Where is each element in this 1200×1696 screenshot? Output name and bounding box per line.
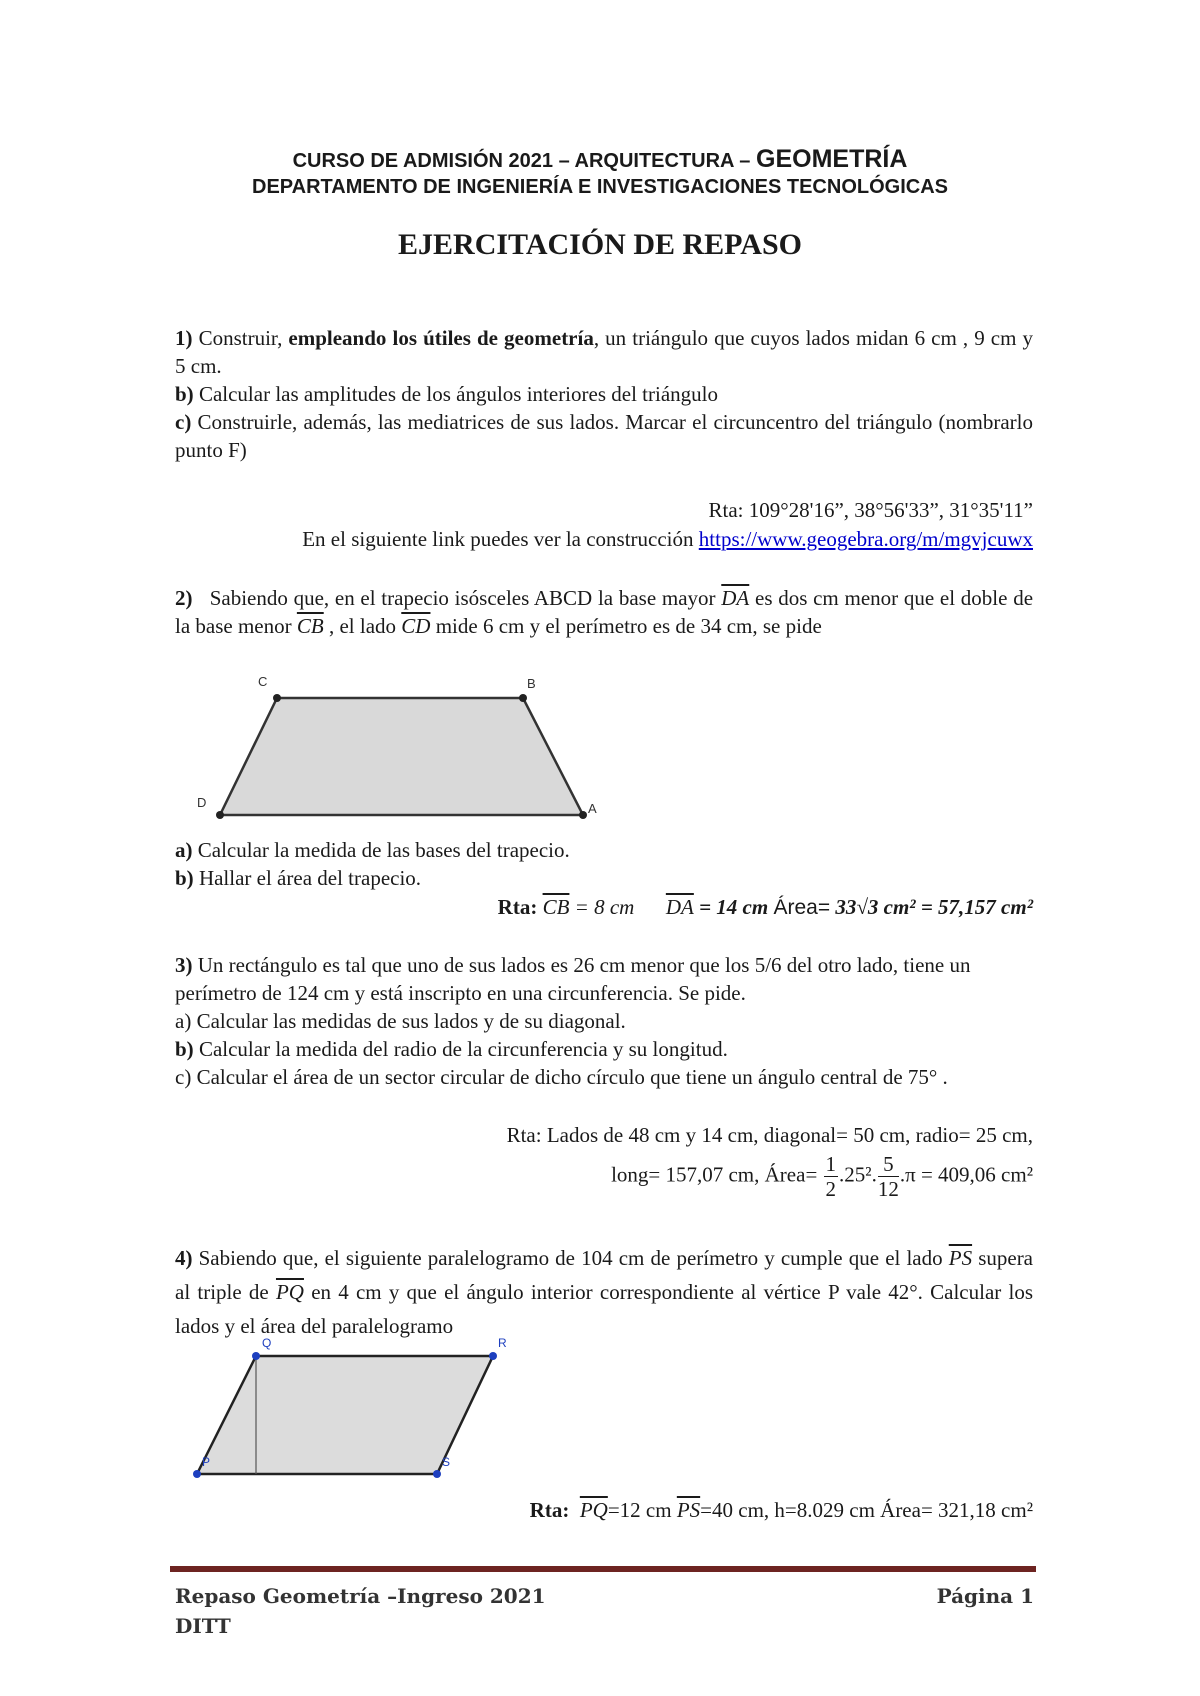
label-a: A	[588, 801, 597, 816]
exercise-1	[175, 324, 1033, 464]
label-s: S	[442, 1455, 451, 1469]
vertex-q	[252, 1352, 260, 1360]
ex3-number: 3)	[175, 953, 193, 977]
ex3-b-text: Calcular la medida del radio de la circunferencia y su longitud.	[193, 1037, 728, 1061]
ex3-answer-2	[175, 1152, 1033, 1201]
answer-ps-value: =40 cm, h=8.029 cm Área= 321,18 cm²	[700, 1498, 1033, 1522]
frac1-den: 2	[825, 1177, 837, 1201]
ex2-a-label: a)	[175, 838, 193, 862]
ex1-c-text: Construirle, además, las mediatrices de sus lados. Marcar el circuncentro del triángulo (nombrarlo punto F)	[175, 410, 1033, 462]
ex2-t3: , el lado	[323, 614, 402, 638]
ex1-answer: Rta: 109°28'16”, 38°56'33”, 31°35'11”	[708, 498, 1033, 522]
ex3-answer-1: Rta: Lados de 48 cm y 14 cm, diagonal= 50 cm, radio= 25 cm,	[506, 1123, 1033, 1147]
parallelogram-figure	[180, 1338, 520, 1478]
ex3-a: a) Calcular las medidas de sus lados y de su diagonal.	[175, 1009, 626, 1033]
ex1-link-line	[175, 525, 1033, 553]
ex3-text: Un rectángulo es tal que uno de sus lados es 26 cm menor que los 5/6 del otro lado, tiene un perímetro de 124 cm y está inscripto en una circunferencia. Se pide.	[175, 953, 971, 1005]
ex1-b-label: b)	[175, 382, 194, 406]
answer-cb-value: = 8 cm	[574, 895, 635, 919]
answer-segment-pq: $\overline{PQ}$	[579, 1498, 608, 1522]
answer-segment-cb: $\overline{CB}$	[542, 895, 570, 919]
ex3-b-label: b)	[175, 1037, 194, 1061]
footer-page-number: Página 1	[936, 1584, 1034, 1608]
course-header-prefix: CURSO DE ADMISIÓN 2021 – ARQUITECTURA –	[292, 150, 756, 172]
segment-da: $\overline{DA}$	[721, 586, 750, 610]
vertex-r	[489, 1352, 497, 1360]
ex1-c-label: c)	[175, 410, 192, 434]
segment-cd: $\overline{CD}$	[401, 614, 431, 638]
course-header	[0, 145, 1200, 174]
trapezoid-shape	[220, 698, 583, 815]
label-q: Q	[262, 1338, 272, 1350]
ex2-number: 2)	[175, 586, 193, 610]
label-r: R	[498, 1338, 507, 1350]
ex2-questions	[175, 836, 1033, 892]
vertex-c	[273, 694, 281, 702]
vertex-s	[433, 1470, 441, 1478]
ex1-intro: Construir,	[192, 326, 289, 350]
ex1-rest: , un triángulo que cuyos lados midan 6 cm , 9 cm y 5 cm.	[175, 326, 1033, 378]
exercise-2	[175, 584, 1033, 640]
ex1-link-text: En el siguiente link puedes ver la construcción	[302, 527, 699, 551]
ex1-bold: empleando los útiles de geometría	[288, 326, 594, 350]
answer-segment-da: $\overline{DA}$	[665, 895, 694, 919]
footer-left: Repaso Geometría –Ingreso 2021	[175, 1584, 546, 1608]
footer-ditt: DITT	[175, 1614, 231, 1638]
label-p: P	[202, 1455, 211, 1469]
ex2-a-text: Calcular la medida de las bases del trapecio.	[192, 838, 570, 862]
frac2-den: 12	[877, 1177, 899, 1201]
answer-da-value: = 14 cm	[699, 895, 769, 919]
frac2-num: 5	[878, 1152, 899, 1177]
vertex-b	[519, 694, 527, 702]
ex2-b-label: b)	[175, 866, 194, 890]
answer-area-value: 33√3 cm² = 57,157 cm²	[835, 895, 1033, 919]
vertex-a	[579, 811, 587, 819]
ex3-ans2-suffix: .π = 409,06 cm²	[899, 1162, 1033, 1187]
segment-pq: $\overline{PQ}$	[275, 1280, 304, 1304]
answer-area-label: Área=	[773, 896, 831, 919]
ex2-t2: es dos cm menor que el doble de la base menor	[175, 586, 1034, 638]
ex3-ans2-mid: .25².	[839, 1162, 877, 1187]
ex3-c: c) Calcular el área de un sector circular de dicho círculo que tiene un ángulo central de 75° .	[175, 1065, 948, 1089]
vertex-d	[216, 811, 224, 819]
answer-pq-value: =12 cm	[607, 1498, 677, 1522]
answer-segment-ps: $\overline{PS}$	[676, 1498, 701, 1522]
geogebra-link[interactable]: https://www.geogebra.org/m/mgvjcuwx	[698, 527, 1033, 551]
exercise-4	[175, 1241, 1033, 1343]
label-d: D	[197, 795, 207, 810]
ex2-answer	[175, 893, 1033, 922]
ex4-answer	[175, 1496, 1033, 1524]
page-title: EJERCITACIÓN DE REPASO	[398, 228, 802, 261]
label-b: B	[527, 676, 536, 691]
ex3-ans2-prefix: long= 157,07 cm, Área=	[611, 1162, 818, 1187]
department-header: DEPARTAMENTO DE INGENIERÍA E INVESTIGACIONES TECNOLÓGICAS	[252, 176, 948, 198]
course-subject: GEOMETRÍA	[756, 145, 908, 173]
segment-ps: $\overline{PS}$	[948, 1246, 973, 1270]
ex1-b-text: Calcular las amplitudes de los ángulos interiores del triángulo	[193, 382, 718, 406]
footer-divider	[170, 1566, 1036, 1572]
ex1-number: 1)	[175, 326, 193, 350]
frac1-num: 1	[825, 1152, 837, 1176]
ex4-answer-label: Rta:	[529, 1498, 570, 1522]
ex4-number: 4)	[175, 1246, 193, 1270]
ex2-answer-label: Rta:	[497, 895, 538, 919]
exercise-3	[175, 951, 1033, 1091]
ex4-t1: Sabiendo que, el siguiente paralelogramo de 104 cm de perímetro y cumple que el lado	[192, 1246, 949, 1270]
segment-cb: $\overline{CB}$	[296, 614, 324, 638]
fraction-one-half	[824, 1152, 839, 1201]
ex2-b-text: Hallar el área del trapecio.	[193, 866, 422, 890]
ex2-t1: Sabiendo que, en el trapecio isósceles ABCD la base mayor	[209, 586, 722, 610]
ex4-t2: supera al triple de	[175, 1246, 1034, 1304]
trapezoid-figure	[180, 665, 620, 825]
vertex-p	[193, 1470, 201, 1478]
label-c: C	[258, 674, 268, 689]
fraction-five-twelfths	[878, 1152, 899, 1201]
ex2-t4: mide 6 cm y el perímetro es de 34 cm, se pide	[430, 614, 822, 638]
ex4-t3: en 4 cm y que el ángulo interior correspondiente al vértice P vale 42°. Calcular los lados y el área del paralelogramo	[175, 1280, 1033, 1338]
